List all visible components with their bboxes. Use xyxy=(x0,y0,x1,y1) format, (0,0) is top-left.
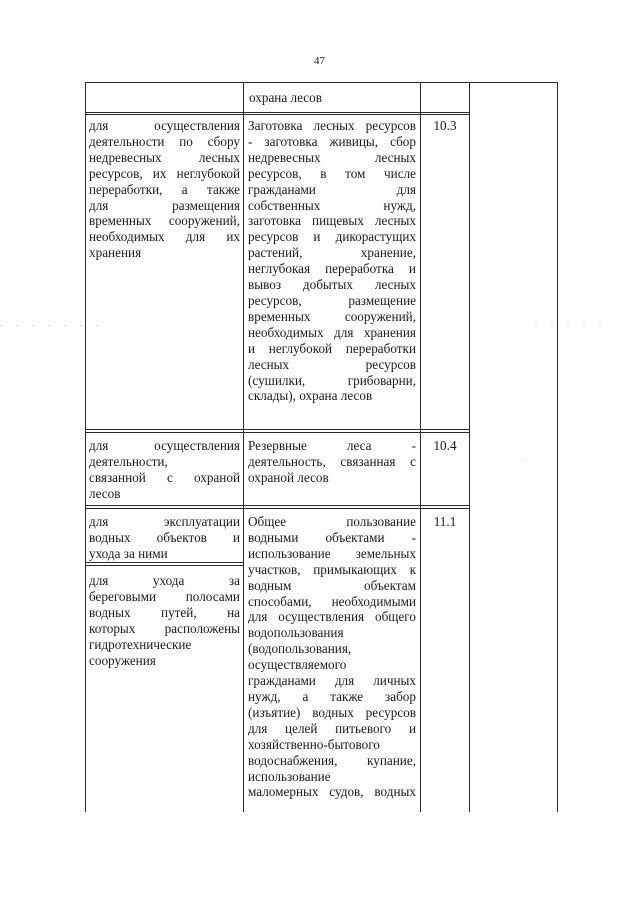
text-line: необходимых для их xyxy=(89,229,240,245)
scan-artifact: . . . . . . . xyxy=(0,319,104,328)
row-divider xyxy=(85,114,470,115)
table-column-divider xyxy=(469,82,470,812)
text-line: которых расположены xyxy=(89,620,240,636)
text-line: для эксплуатации xyxy=(89,514,240,529)
text-line: недревесных лесных xyxy=(89,149,240,165)
row-divider xyxy=(85,112,470,113)
row-3-activity-b xyxy=(89,573,240,668)
text-line: вывоз добытых лесных xyxy=(248,277,416,293)
row-1-description xyxy=(248,118,416,404)
text-line: (водопользования, xyxy=(248,641,352,657)
scan-artifact: . xyxy=(524,453,532,462)
text-line: деятельности по сбору xyxy=(89,133,240,149)
text-line: водопользования xyxy=(248,625,344,641)
text-line: для осуществления xyxy=(89,118,240,133)
text-line: ресурсов и дикорастущих xyxy=(248,229,416,245)
text-line: охраной лесов xyxy=(248,469,329,485)
text-line: гражданами для личных xyxy=(248,673,416,689)
text-line: водным объектам xyxy=(248,577,416,593)
text-line: заготовка пищевых лесных xyxy=(248,213,416,229)
text-line: неглубокая переработка и xyxy=(248,261,416,277)
text-line: использование xyxy=(248,768,331,784)
text-line: необходимых для хранения xyxy=(248,324,416,340)
text-line: - заготовка живицы, сбор xyxy=(248,133,416,149)
text-line: водными объектами - xyxy=(248,529,416,545)
text-line: маломерных судов, водных xyxy=(248,784,416,800)
text-line: склады), охрана лесов xyxy=(248,388,373,404)
text-line: для размещения xyxy=(89,197,240,213)
row-2-description xyxy=(248,438,416,486)
row-1-activity xyxy=(89,118,240,261)
table-border-top xyxy=(85,82,558,83)
text-line: лесов xyxy=(89,485,121,501)
text-line: сооружения xyxy=(89,652,156,668)
text-line: для целей питьевого и xyxy=(248,720,416,736)
text-line: (изъятие) водных ресурсов xyxy=(248,704,416,720)
text-line: осуществляемого xyxy=(248,657,347,673)
table-border-right xyxy=(557,82,558,812)
text-line: деятельность, связанная с xyxy=(248,453,416,469)
text-line: способами, необходимыми xyxy=(248,593,416,609)
text-line: хранения xyxy=(89,245,142,261)
text-line: растений, хранение, xyxy=(248,245,416,261)
row-divider xyxy=(85,505,470,506)
row-2-code: 10.4 xyxy=(433,438,457,453)
text-line: ресурсов, в том числе xyxy=(248,165,416,181)
text-line: для осуществления xyxy=(89,438,240,453)
text-line: для осуществления общего xyxy=(248,609,416,625)
row-3-code: 11.1 xyxy=(433,514,457,529)
row-0-description xyxy=(249,90,415,106)
text-line: собственных нужд, xyxy=(248,197,416,213)
text-line: хозяйственно-бытового xyxy=(248,736,380,752)
scan-artifact: . . . . . xyxy=(535,319,607,328)
text-line: водоснабжения, купание, xyxy=(248,752,416,768)
text-line: временных сооружений, xyxy=(89,213,240,229)
table-border-left xyxy=(85,82,86,812)
text-line: недревесных лесных xyxy=(248,149,416,165)
text-line: ресурсов, размещение xyxy=(248,292,416,308)
text-line: Заготовка лесных ресурсов xyxy=(248,118,416,133)
text-line: (сушилки, грибоварни, xyxy=(248,372,416,388)
text-line: и неглубокой переработки xyxy=(248,340,416,356)
text-line: Резервные леса - xyxy=(248,438,416,453)
text-line: деятельности, xyxy=(89,453,168,469)
text-line: для ухода за xyxy=(89,573,240,588)
text-line: Общее пользование xyxy=(248,514,416,529)
text-line: использование земельных xyxy=(248,545,416,561)
text-line: гражданами для xyxy=(248,181,416,197)
page-number: 47 xyxy=(314,55,325,67)
text-line: гидротехнические xyxy=(89,636,192,652)
row-divider xyxy=(85,508,470,509)
text-line: переработки, а также xyxy=(89,181,240,197)
text-line: участков, примыкающих к xyxy=(248,561,416,577)
row-3-activity-a xyxy=(89,514,240,562)
subrow-divider xyxy=(85,565,243,566)
text-line: временных сооружений, xyxy=(248,308,416,324)
text-line: ресурсов, их неглубокой xyxy=(89,165,240,181)
text-line: нужд, а также забор xyxy=(248,688,416,704)
row-2-activity xyxy=(89,438,240,502)
text-line: ухода за ними xyxy=(89,545,168,561)
row-3-description xyxy=(248,514,416,800)
text-line: водных объектов и xyxy=(89,529,240,545)
text-line: береговыми полосами xyxy=(89,588,240,604)
subrow-divider xyxy=(85,562,243,563)
row-divider xyxy=(85,432,470,433)
row-divider xyxy=(85,429,470,430)
text-line: связанной с охраной xyxy=(89,469,240,485)
row-1-code: 10.3 xyxy=(433,118,457,133)
text-line: охрана лесов xyxy=(249,90,322,105)
text-line: водных путей, на xyxy=(89,604,240,620)
text-line: лесных ресурсов xyxy=(248,356,416,372)
table-column-divider xyxy=(243,82,244,812)
